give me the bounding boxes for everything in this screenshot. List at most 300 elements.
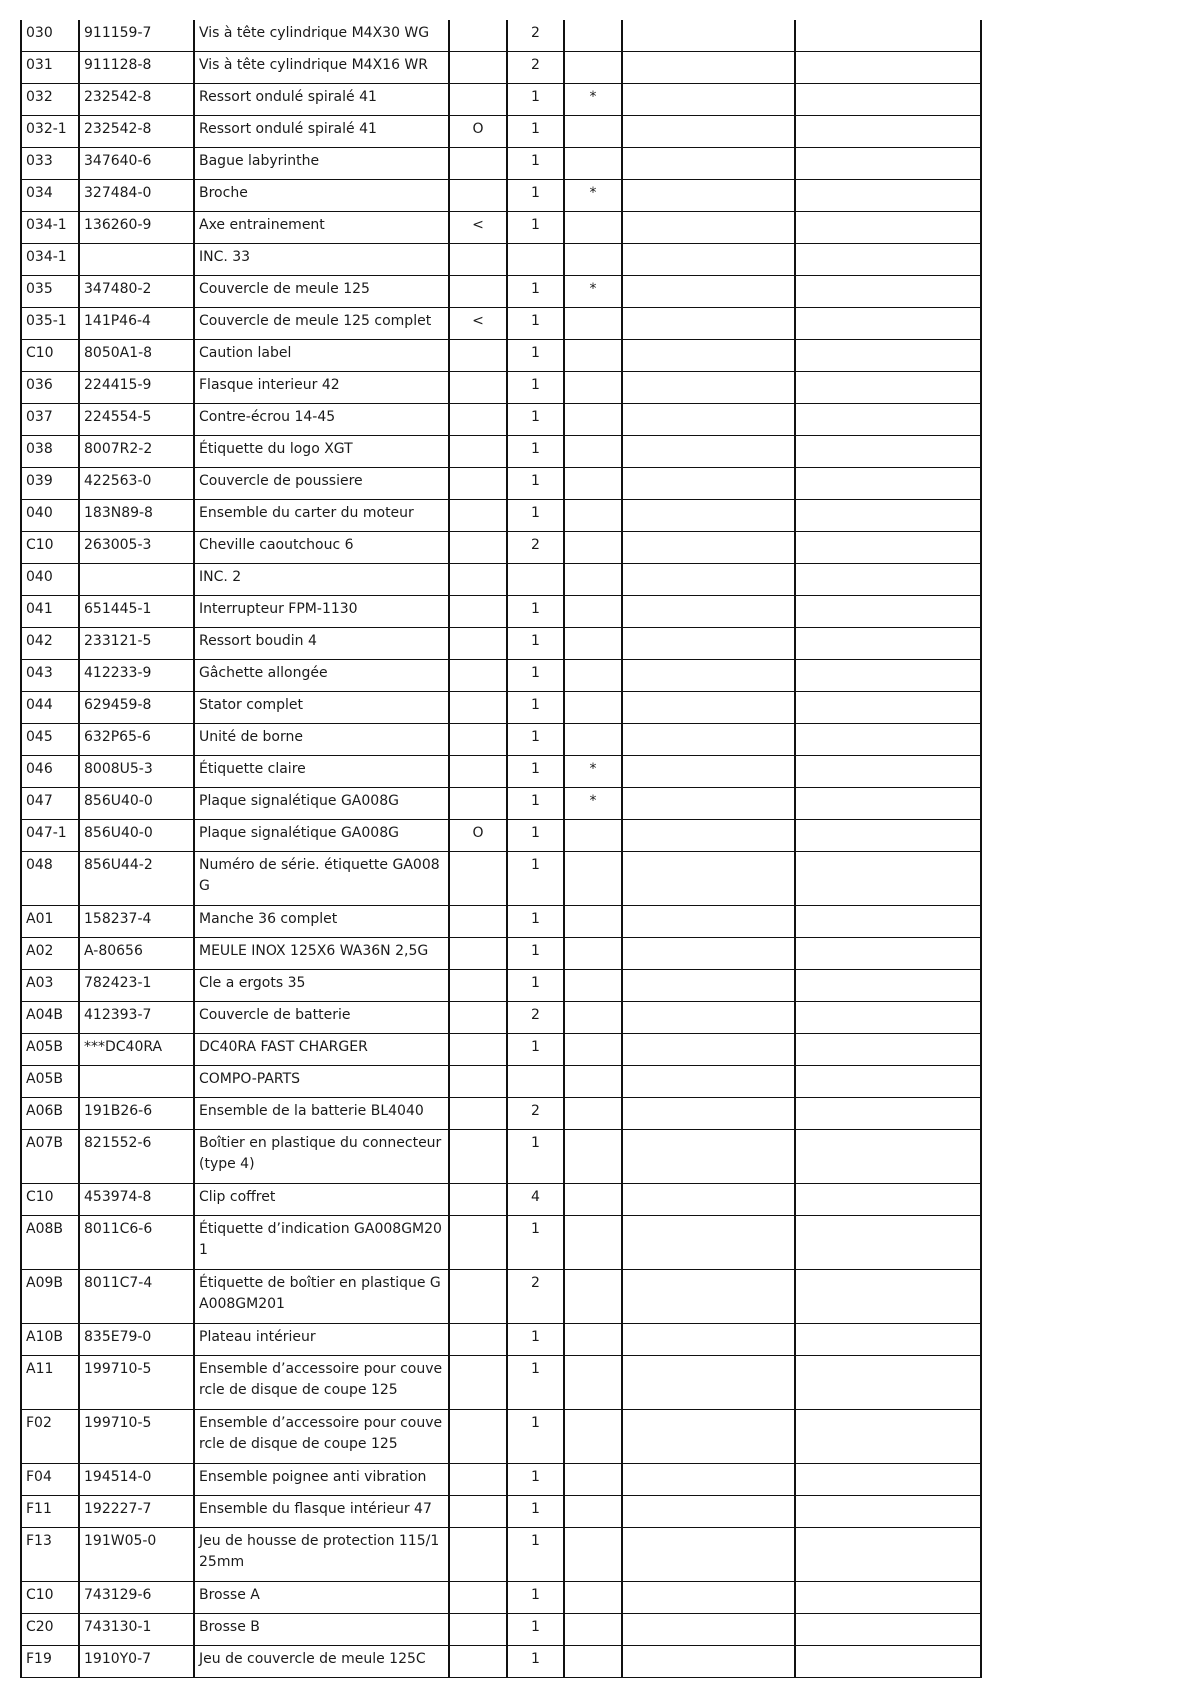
marker-cell (449, 180, 507, 212)
description-cell: Brosse A (194, 1582, 449, 1614)
note-cell (564, 404, 622, 436)
part-number-cell: 136260-9 (79, 212, 194, 244)
marker-cell (449, 1528, 507, 1582)
empty-cell (622, 1528, 795, 1582)
marker-cell (449, 1582, 507, 1614)
item-number-cell: F04 (21, 1464, 79, 1496)
part-number-cell: 233121-5 (79, 628, 194, 660)
part-number-cell: 911159-7 (79, 20, 194, 52)
quantity-cell: 1 (507, 1410, 564, 1464)
note-cell (564, 532, 622, 564)
empty-cell (622, 1324, 795, 1356)
empty-cell (622, 500, 795, 532)
empty-cell (795, 756, 981, 788)
description-cell: Étiquette de boîtier en plastique GA008GM201 (194, 1270, 449, 1324)
empty-cell (795, 148, 981, 180)
empty-cell (795, 1034, 981, 1066)
quantity-cell: 1 (507, 436, 564, 468)
item-number-cell: A01 (21, 906, 79, 938)
note-cell (564, 500, 622, 532)
table-row (21, 1216, 981, 1270)
note-cell (564, 436, 622, 468)
item-number-cell: 032-1 (21, 116, 79, 148)
table-row (21, 660, 981, 692)
item-number-cell: 031 (21, 52, 79, 84)
marker-cell (449, 692, 507, 724)
quantity-cell: 2 (507, 1002, 564, 1034)
table-row (21, 906, 981, 938)
part-number-cell: 422563-0 (79, 468, 194, 500)
note-cell (564, 1098, 622, 1130)
item-number-cell: 034 (21, 180, 79, 212)
table-row (21, 724, 981, 756)
empty-cell (622, 212, 795, 244)
table-row (21, 500, 981, 532)
parts-table (20, 20, 982, 1678)
marker-cell (449, 244, 507, 276)
item-number-cell: 042 (21, 628, 79, 660)
table-row (21, 148, 981, 180)
description-cell: Gâchette allongée (194, 660, 449, 692)
part-number-cell: 743129-6 (79, 1582, 194, 1614)
empty-cell (622, 52, 795, 84)
quantity-cell: 1 (507, 1356, 564, 1410)
part-number-cell: 141P46-4 (79, 308, 194, 340)
item-number-cell: 044 (21, 692, 79, 724)
empty-cell (795, 244, 981, 276)
note-cell (564, 628, 622, 660)
part-number-cell: 8007R2-2 (79, 436, 194, 468)
marker-cell (449, 906, 507, 938)
item-number-cell: A09B (21, 1270, 79, 1324)
empty-cell (622, 1356, 795, 1410)
description-cell: Jeu de housse de protection 115/125mm (194, 1528, 449, 1582)
quantity-cell: 2 (507, 1098, 564, 1130)
part-number-cell: ***DC40RA (79, 1034, 194, 1066)
item-number-cell: 035 (21, 276, 79, 308)
item-number-cell: A06B (21, 1098, 79, 1130)
part-number-cell: 192227-7 (79, 1496, 194, 1528)
item-number-cell: C10 (21, 1582, 79, 1614)
quantity-cell: 2 (507, 1270, 564, 1324)
table-row (21, 1130, 981, 1184)
marker-cell (449, 468, 507, 500)
note-cell: * (564, 84, 622, 116)
marker-cell (449, 628, 507, 660)
quantity-cell: 1 (507, 308, 564, 340)
quantity-cell: 1 (507, 1528, 564, 1582)
empty-cell (622, 1464, 795, 1496)
empty-cell (622, 372, 795, 404)
part-number-cell (79, 244, 194, 276)
item-number-cell: 038 (21, 436, 79, 468)
marker-cell (449, 1034, 507, 1066)
quantity-cell: 1 (507, 756, 564, 788)
marker-cell (449, 970, 507, 1002)
quantity-cell: 1 (507, 116, 564, 148)
empty-cell (795, 532, 981, 564)
marker-cell (449, 1496, 507, 1528)
marker-cell (449, 1098, 507, 1130)
quantity-cell: 2 (507, 532, 564, 564)
table-row (21, 596, 981, 628)
empty-cell (795, 436, 981, 468)
note-cell: * (564, 276, 622, 308)
description-cell: Stator complet (194, 692, 449, 724)
empty-cell (795, 180, 981, 212)
item-number-cell: 033 (21, 148, 79, 180)
quantity-cell: 1 (507, 340, 564, 372)
description-cell: Vis à tête cylindrique M4X16 WR (194, 52, 449, 84)
empty-cell (795, 692, 981, 724)
description-cell: Axe entrainement (194, 212, 449, 244)
marker-cell (449, 1130, 507, 1184)
note-cell (564, 1130, 622, 1184)
marker-cell (449, 1066, 507, 1098)
description-cell: Plaque signalétique GA008G (194, 820, 449, 852)
quantity-cell: 1 (507, 180, 564, 212)
description-cell: Ensemble poignee anti vibration (194, 1464, 449, 1496)
empty-cell (622, 84, 795, 116)
empty-cell (795, 1184, 981, 1216)
item-number-cell: 036 (21, 372, 79, 404)
part-number-cell: 821552-6 (79, 1130, 194, 1184)
table-row (21, 468, 981, 500)
empty-cell (622, 148, 795, 180)
empty-cell (795, 84, 981, 116)
marker-cell (449, 564, 507, 596)
part-number-cell: 224415-9 (79, 372, 194, 404)
parts-list-page (20, 20, 980, 1678)
part-number-cell: 194514-0 (79, 1464, 194, 1496)
part-number-cell: 632P65-6 (79, 724, 194, 756)
quantity-cell: 4 (507, 1184, 564, 1216)
item-number-cell: A03 (21, 970, 79, 1002)
description-cell: Flasque interieur 42 (194, 372, 449, 404)
part-number-cell (79, 564, 194, 596)
note-cell (564, 1528, 622, 1582)
description-cell: Ressort boudin 4 (194, 628, 449, 660)
quantity-cell: 1 (507, 724, 564, 756)
description-cell: Ensemble d’accessoire pour couvercle de disque de coupe 125 (194, 1410, 449, 1464)
empty-cell (622, 1646, 795, 1678)
table-row (21, 756, 981, 788)
item-number-cell: A08B (21, 1216, 79, 1270)
note-cell (564, 372, 622, 404)
description-cell: Ressort ondulé spiralé 41 (194, 84, 449, 116)
marker-cell: < (449, 212, 507, 244)
empty-cell (795, 308, 981, 340)
marker-cell (449, 1270, 507, 1324)
description-cell: Contre-écrou 14-45 (194, 404, 449, 436)
empty-cell (795, 628, 981, 660)
table-row (21, 1646, 981, 1678)
marker-cell (449, 84, 507, 116)
part-number-cell: 224554-5 (79, 404, 194, 436)
note-cell (564, 308, 622, 340)
note-cell (564, 340, 622, 372)
table-row (21, 1356, 981, 1410)
part-number-cell: 263005-3 (79, 532, 194, 564)
item-number-cell: 037 (21, 404, 79, 436)
description-cell: Plaque signalétique GA008G (194, 788, 449, 820)
table-row (21, 564, 981, 596)
table-row (21, 1582, 981, 1614)
part-number-cell: 8011C7-4 (79, 1270, 194, 1324)
item-number-cell: 041 (21, 596, 79, 628)
empty-cell (622, 820, 795, 852)
quantity-cell: 1 (507, 938, 564, 970)
description-cell: Bague labyrinthe (194, 148, 449, 180)
item-number-cell: C20 (21, 1614, 79, 1646)
part-number-cell: 8050A1-8 (79, 340, 194, 372)
quantity-cell: 1 (507, 372, 564, 404)
empty-cell (795, 116, 981, 148)
marker-cell (449, 1646, 507, 1678)
empty-cell (622, 116, 795, 148)
item-number-cell: C10 (21, 1184, 79, 1216)
empty-cell (622, 970, 795, 1002)
quantity-cell: 1 (507, 276, 564, 308)
marker-cell (449, 938, 507, 970)
empty-cell (795, 1216, 981, 1270)
part-number-cell: 651445-1 (79, 596, 194, 628)
description-cell: Interrupteur FPM-1130 (194, 596, 449, 628)
quantity-cell: 2 (507, 52, 564, 84)
description-cell: Cheville caoutchouc 6 (194, 532, 449, 564)
empty-cell (795, 906, 981, 938)
part-number-cell: 856U40-0 (79, 788, 194, 820)
quantity-cell: 1 (507, 1464, 564, 1496)
note-cell: * (564, 180, 622, 212)
empty-cell (795, 372, 981, 404)
quantity-cell: 1 (507, 1582, 564, 1614)
quantity-cell: 1 (507, 1614, 564, 1646)
empty-cell (795, 724, 981, 756)
note-cell (564, 1066, 622, 1098)
item-number-cell: 035-1 (21, 308, 79, 340)
quantity-cell: 1 (507, 596, 564, 628)
note-cell (564, 938, 622, 970)
part-number-cell: 327484-0 (79, 180, 194, 212)
part-number-cell (79, 1066, 194, 1098)
note-cell (564, 692, 622, 724)
item-number-cell: 045 (21, 724, 79, 756)
table-row (21, 628, 981, 660)
item-number-cell: F02 (21, 1410, 79, 1464)
part-number-cell: 8008U5-3 (79, 756, 194, 788)
marker-cell (449, 340, 507, 372)
table-row (21, 692, 981, 724)
quantity-cell: 1 (507, 906, 564, 938)
note-cell (564, 244, 622, 276)
part-number-cell: 232542-8 (79, 116, 194, 148)
note-cell (564, 970, 622, 1002)
description-cell: DC40RA FAST CHARGER (194, 1034, 449, 1066)
table-row (21, 938, 981, 970)
quantity-cell: 1 (507, 788, 564, 820)
empty-cell (622, 1614, 795, 1646)
part-number-cell: 835E79-0 (79, 1324, 194, 1356)
table-row (21, 852, 981, 906)
quantity-cell: 1 (507, 970, 564, 1002)
item-number-cell: 030 (21, 20, 79, 52)
table-row (21, 116, 981, 148)
note-cell (564, 1496, 622, 1528)
description-cell: Étiquette d’indication GA008GM201 (194, 1216, 449, 1270)
quantity-cell: 1 (507, 148, 564, 180)
empty-cell (622, 1496, 795, 1528)
empty-cell (795, 660, 981, 692)
empty-cell (622, 532, 795, 564)
item-number-cell: 047 (21, 788, 79, 820)
note-cell (564, 852, 622, 906)
empty-cell (795, 1646, 981, 1678)
item-number-cell: A10B (21, 1324, 79, 1356)
part-number-cell: 191W05-0 (79, 1528, 194, 1582)
note-cell (564, 1034, 622, 1066)
marker-cell (449, 1184, 507, 1216)
quantity-cell (507, 564, 564, 596)
table-row (21, 1002, 981, 1034)
empty-cell (795, 596, 981, 628)
quantity-cell: 1 (507, 1496, 564, 1528)
empty-cell (622, 852, 795, 906)
empty-cell (622, 1410, 795, 1464)
part-number-cell: 158237-4 (79, 906, 194, 938)
description-cell: Ensemble du flasque intérieur 47 (194, 1496, 449, 1528)
description-cell: Couvercle de poussiere (194, 468, 449, 500)
table-row (21, 308, 981, 340)
table-row (21, 372, 981, 404)
marker-cell (449, 1002, 507, 1034)
note-cell (564, 1582, 622, 1614)
empty-cell (622, 628, 795, 660)
item-number-cell: 047-1 (21, 820, 79, 852)
description-cell: MEULE INOX 125X6 WA36N 2,5G (194, 938, 449, 970)
note-cell (564, 20, 622, 52)
part-number-cell: 412393-7 (79, 1002, 194, 1034)
marker-cell (449, 1614, 507, 1646)
part-number-cell: 8011C6-6 (79, 1216, 194, 1270)
empty-cell (795, 52, 981, 84)
empty-cell (795, 468, 981, 500)
item-number-cell: 048 (21, 852, 79, 906)
part-number-cell: 743130-1 (79, 1614, 194, 1646)
marker-cell (449, 1464, 507, 1496)
note-cell (564, 1410, 622, 1464)
empty-cell (622, 1184, 795, 1216)
description-cell: Boîtier en plastique du connecteur (type 4) (194, 1130, 449, 1184)
empty-cell (622, 1130, 795, 1184)
item-number-cell: 040 (21, 500, 79, 532)
table-row (21, 1614, 981, 1646)
description-cell: Vis à tête cylindrique M4X30 WG (194, 20, 449, 52)
empty-cell (795, 820, 981, 852)
quantity-cell: 1 (507, 1646, 564, 1678)
empty-cell (795, 1582, 981, 1614)
description-cell: Caution label (194, 340, 449, 372)
empty-cell (622, 1034, 795, 1066)
note-cell (564, 724, 622, 756)
note-cell (564, 1184, 622, 1216)
marker-cell (449, 276, 507, 308)
empty-cell (622, 564, 795, 596)
marker-cell (449, 1410, 507, 1464)
quantity-cell (507, 1066, 564, 1098)
item-number-cell: 039 (21, 468, 79, 500)
table-row (21, 1098, 981, 1130)
item-number-cell: A02 (21, 938, 79, 970)
empty-cell (622, 308, 795, 340)
parts-table-body (21, 20, 981, 1678)
quantity-cell (507, 244, 564, 276)
description-cell: Étiquette claire (194, 756, 449, 788)
empty-cell (795, 852, 981, 906)
empty-cell (622, 906, 795, 938)
part-number-cell: 856U44-2 (79, 852, 194, 906)
description-cell: Ensemble d’accessoire pour couvercle de disque de coupe 125 (194, 1356, 449, 1410)
empty-cell (795, 1356, 981, 1410)
marker-cell (449, 404, 507, 436)
quantity-cell: 1 (507, 1130, 564, 1184)
empty-cell (622, 244, 795, 276)
note-cell (564, 660, 622, 692)
description-cell: Ressort ondulé spiralé 41 (194, 116, 449, 148)
marker-cell (449, 1356, 507, 1410)
table-row (21, 340, 981, 372)
description-cell: Brosse B (194, 1614, 449, 1646)
empty-cell (795, 970, 981, 1002)
description-cell: COMPO-PARTS (194, 1066, 449, 1098)
marker-cell (449, 1324, 507, 1356)
quantity-cell: 1 (507, 212, 564, 244)
part-number-cell: 347640-6 (79, 148, 194, 180)
table-row (21, 52, 981, 84)
item-number-cell: A11 (21, 1356, 79, 1410)
table-row (21, 1410, 981, 1464)
description-cell: Couvercle de meule 125 complet (194, 308, 449, 340)
marker-cell (449, 148, 507, 180)
description-cell: Clip coffret (194, 1184, 449, 1216)
empty-cell (622, 788, 795, 820)
quantity-cell: 1 (507, 1324, 564, 1356)
empty-cell (795, 1098, 981, 1130)
note-cell (564, 1356, 622, 1410)
table-row (21, 1066, 981, 1098)
marker-cell (449, 532, 507, 564)
item-number-cell: F13 (21, 1528, 79, 1582)
marker-cell (449, 372, 507, 404)
marker-cell (449, 852, 507, 906)
empty-cell (622, 756, 795, 788)
note-cell (564, 1002, 622, 1034)
description-cell: Ensemble de la batterie BL4040 (194, 1098, 449, 1130)
description-cell: Jeu de couvercle de meule 125C (194, 1646, 449, 1678)
description-cell: Manche 36 complet (194, 906, 449, 938)
empty-cell (795, 1324, 981, 1356)
empty-cell (622, 1270, 795, 1324)
note-cell (564, 1614, 622, 1646)
item-number-cell: F11 (21, 1496, 79, 1528)
empty-cell (622, 340, 795, 372)
quantity-cell: 1 (507, 692, 564, 724)
empty-cell (622, 1066, 795, 1098)
part-number-cell: 191B26-6 (79, 1098, 194, 1130)
note-cell: * (564, 756, 622, 788)
item-number-cell: 032 (21, 84, 79, 116)
note-cell (564, 1464, 622, 1496)
